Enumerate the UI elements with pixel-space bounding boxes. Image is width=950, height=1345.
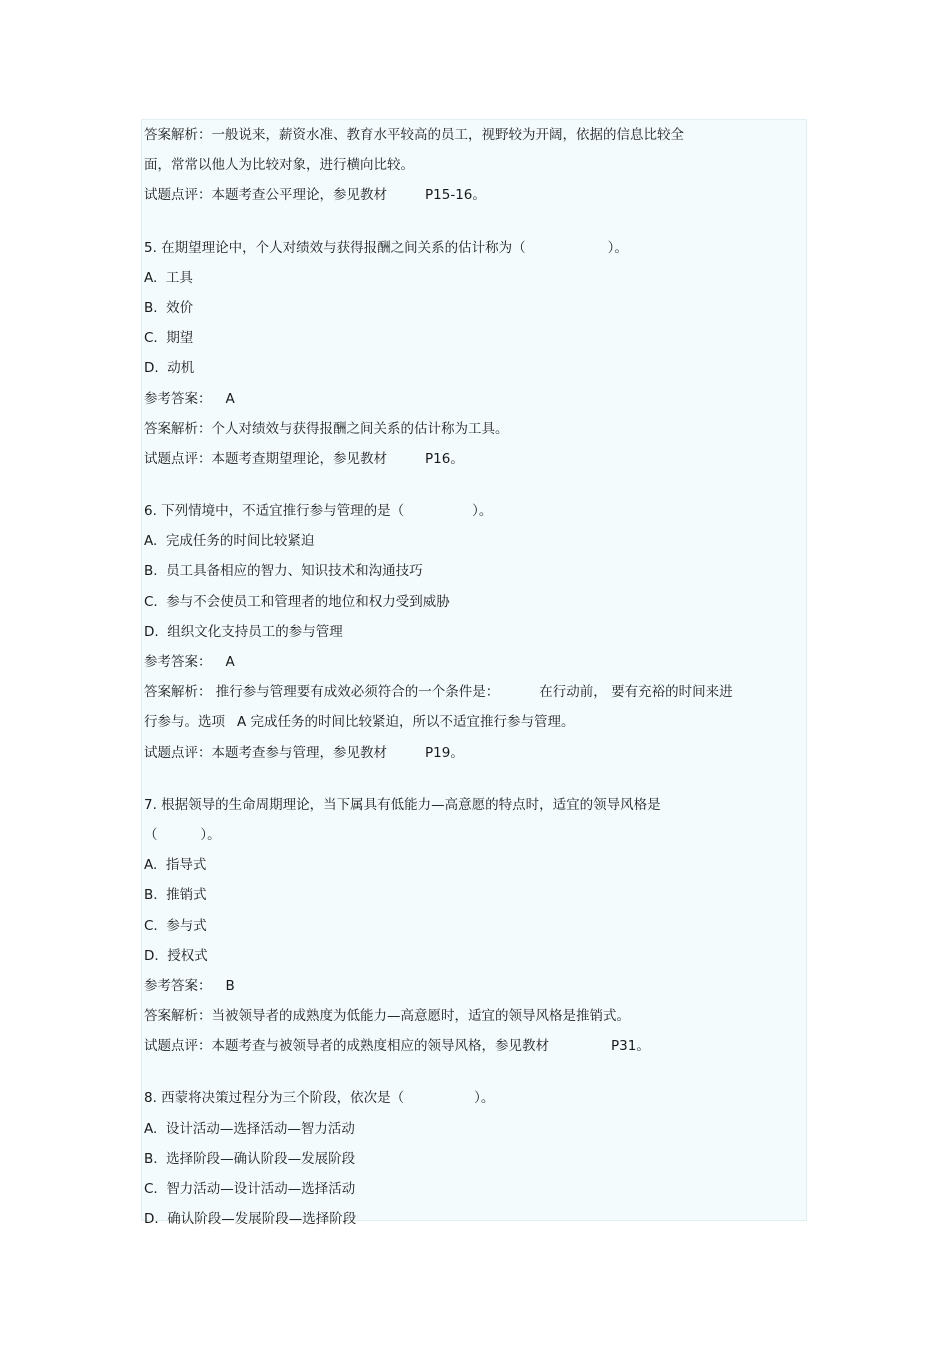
q7-comment-text: 试题点评：本题考查与被领导者的成熟度相应的领导风格，参见教材 [144, 1038, 549, 1055]
option-letter: C. [144, 1181, 158, 1197]
q6-comment-ref: P19。 [425, 744, 464, 761]
q6-explanation-line1 [144, 677, 804, 707]
option-letter: D. [144, 1211, 159, 1228]
q8-option-a [144, 1114, 804, 1144]
q5-comment-ref: P16。 [425, 450, 464, 467]
q7-comment-ref: P31。 [611, 1038, 650, 1055]
option-letter: C. [144, 593, 158, 610]
answer-value: B [225, 977, 235, 994]
q6-comment-text: 试题点评：本题考查参与管理，参见教材 [144, 744, 387, 761]
option-text: 智力活动—设计活动—选择活动 [166, 1181, 356, 1197]
option-text: 效价 [166, 299, 194, 316]
q4-comment [144, 180, 804, 210]
option-letter: D. [144, 623, 159, 640]
option-letter: B. [144, 563, 158, 580]
q6-option-d [144, 617, 804, 647]
q5-stem-text: 5. 在期望理论中，个人对绩效与获得报酬之间关系的估计称为（ [144, 239, 526, 256]
option-text: 确认阶段—发展阶段—选择阶段 [167, 1211, 357, 1228]
option-letter: A. [144, 269, 158, 286]
answer-label: 参考答案： [144, 977, 212, 994]
option-text: 动机 [167, 360, 195, 377]
option-text: 期望 [166, 330, 194, 347]
q6-stem [144, 496, 804, 526]
q8-option-b [144, 1144, 804, 1174]
option-letter: D. [144, 947, 159, 964]
answer-value: A [225, 654, 235, 670]
spacer [144, 1061, 804, 1083]
q6-comment [144, 738, 804, 768]
q7-stem: 7. 根据领导的生命周期理论，当下属具有低能力—高意愿的特点时，适宜的领导风格是 [144, 796, 661, 813]
option-text: 工具 [165, 269, 193, 286]
q5-comment [144, 444, 804, 474]
q5-option-a [144, 263, 804, 293]
option-letter: A. [144, 1120, 158, 1137]
q8-option-d [144, 1204, 804, 1234]
option-letter: B. [144, 887, 158, 904]
option-letter: A. [144, 533, 158, 550]
answer-label: 参考答案： [144, 390, 212, 407]
q6-option-c [144, 587, 804, 617]
q5-comment-text: 试题点评：本题考查期望理论，参见教材 [144, 450, 387, 467]
q6-explanation-part-a: 答案解析： 推行参与管理要有成效必须符合的一个条件是： [144, 684, 500, 701]
q5-option-c [144, 323, 804, 353]
answer-value: A [225, 390, 235, 407]
option-letter: C. [144, 330, 158, 347]
option-text: 参与式 [166, 917, 207, 934]
q6-option-b [144, 556, 804, 586]
option-text: 组织文化支持员工的参与管理 [167, 623, 343, 640]
option-text: 完成任务的时间比较紧迫 [165, 533, 315, 550]
spacer [144, 211, 804, 233]
option-letter: B. [144, 1150, 158, 1167]
option-letter: B. [144, 299, 158, 316]
option-letter: A. [144, 857, 158, 874]
q6-option-a [144, 526, 804, 556]
q8-option-c [144, 1174, 804, 1204]
q5-option-d [144, 353, 804, 383]
q6-stem-end: ）。 [472, 503, 493, 520]
q6-answer [144, 647, 804, 677]
q4-explanation-line2: 面，常常以他人为比较对象，进行横向比较。 [144, 157, 414, 174]
option-text: 授权式 [167, 947, 208, 964]
q7-option-a [144, 850, 804, 880]
q6-explanation-part-c: 行参与。选项 [144, 714, 225, 731]
q8-stem [144, 1083, 804, 1113]
q8-stem-text: 8. 西蒙将决策过程分为三个阶段，依次是（ [144, 1090, 405, 1107]
q4-comment-text: 试题点评：本题考查公平理论，参见教材 [144, 187, 387, 204]
q6-explanation-part-d: A 完成任务的时间比较紧迫，所以不适宜推行参与管理。 [237, 714, 575, 731]
q7-answer [144, 971, 804, 1001]
q7-option-d [144, 941, 804, 971]
option-text: 员工具备相应的智力、知识技术和沟通技巧 [166, 563, 423, 580]
q7-explanation: 答案解析：当被领导者的成熟度为低能力—高意愿时，适宜的领导风格是推销式。 [144, 1008, 630, 1025]
q7-option-c [144, 911, 804, 941]
q6-stem-text: 6. 下列情境中，不适宜推行参与管理的是（ [144, 503, 405, 520]
q7-comment [144, 1031, 804, 1061]
option-text: 参与不会使员工和管理者的地位和权力受到威胁 [166, 593, 450, 610]
option-letter: C. [144, 917, 158, 934]
option-text: 选择阶段—确认阶段—发展阶段 [166, 1150, 356, 1167]
spacer [144, 768, 804, 790]
option-text: 推销式 [166, 887, 207, 904]
q5-option-b [144, 293, 804, 323]
q6-explanation-line2 [144, 707, 804, 737]
option-text: 设计活动—选择活动—智力活动 [165, 1120, 355, 1137]
q4-explanation-line1: 答案解析：一般说来，薪资水准、教育水平较高的员工，视野较为开阔，依据的信息比较全 [144, 127, 684, 143]
option-letter: D. [144, 360, 159, 377]
answer-label: 参考答案： [144, 654, 212, 670]
q8-stem-end: ）。 [474, 1090, 495, 1107]
q6-explanation-part-b: 在行动前， 要有充裕的时间来进 [539, 684, 733, 701]
q7-option-b [144, 880, 804, 910]
q5-stem [144, 233, 804, 263]
document-body [144, 120, 804, 1234]
q4-comment-ref: P15-16。 [425, 187, 486, 204]
q5-answer [144, 384, 804, 414]
q7-stem-line2: （ ）。 [144, 826, 221, 843]
option-text: 指导式 [165, 857, 207, 874]
spacer [144, 474, 804, 496]
q5-explanation: 答案解析：个人对绩效与获得报酬之间关系的估计称为工具。 [144, 420, 509, 437]
q5-stem-end: ）。 [607, 239, 628, 256]
